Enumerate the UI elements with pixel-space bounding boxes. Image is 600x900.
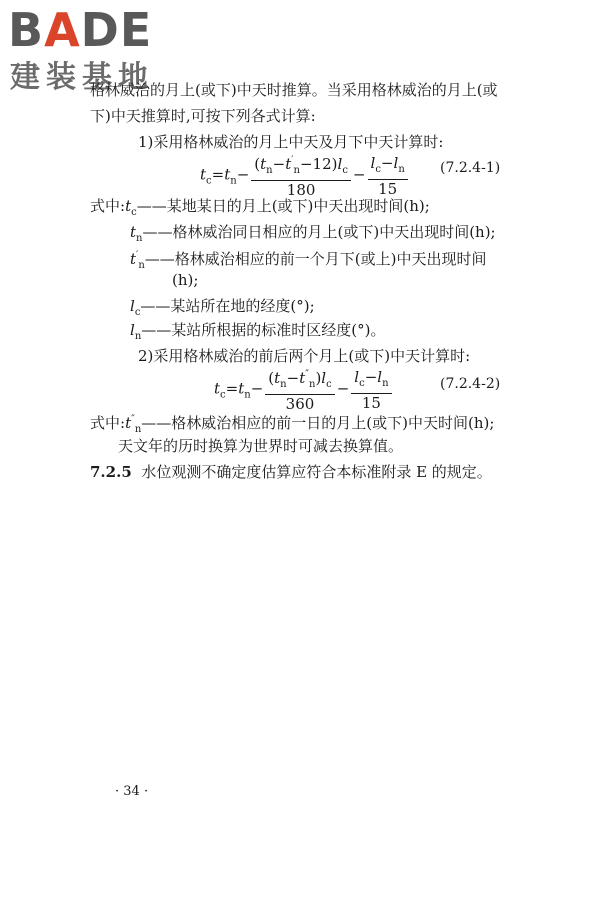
paragraph-line-1: 格林威治的月上(或下)中天时推算。当采用格林威治的月上(或 — [90, 81, 498, 99]
fraction: $\frac{(t_n-t''_n)l_c}{360}$ — [265, 366, 334, 413]
equation-number-2: (7.2.4-2) — [440, 376, 501, 392]
fraction: $\frac{l_c-l_n}{15}$ — [351, 368, 391, 412]
where-tn: $t_n——$格林威治同日相应的月上(或下)中天出现时间(h); — [130, 223, 496, 244]
where-tc: 式中$:t_c——$某地某日的月上(或下)中天出现时间(h); — [90, 197, 430, 218]
watermark-subtitle: 建装基地 — [10, 60, 154, 95]
page-number: · 34 · — [115, 784, 149, 799]
formula-2: $t_c=t_n-$ $\frac{(t_n-t''_n)l_c}{360}$ − $\frac{l_c-l_n}{15}$ — [214, 366, 394, 413]
equation-number-1: (7.2.4-1) — [440, 160, 501, 176]
where-tn-prime-cont: (h); — [172, 271, 199, 289]
paragraph-note: 天文年的历时换算为世界时可减去换算值。 — [118, 437, 404, 455]
where-tn-prime: $t'_n——$格林威治相应的前一个月下(或上)中天出现时间 — [130, 250, 487, 271]
item-1-heading: 1)采用格林威治的月上中天及月下中天计算时: — [138, 133, 444, 151]
where-tn-dprime: 式中$:t''_n——$格林威治相应的前一日的月上(或下)中天时间(h); — [90, 414, 495, 435]
watermark-brand: BADE — [8, 3, 153, 57]
fraction: $\frac{(t_n-t'_n-12)l_c}{180}$ — [251, 152, 351, 199]
fraction: $\frac{l_c-l_n}{15}$ — [368, 154, 408, 198]
clause-7-2-5: 7.2.5 水位观测不确定度估算应符合本标准附录 E 的规定。 — [90, 463, 492, 481]
formula-1: $t_c=t_n-$ $\frac{(t_n-t'_n-12)l_c}{180}$ − $\frac{l_c-l_n}{15}$ — [200, 152, 410, 199]
where-lc: $l_c——$某站所在地的经度(°); — [130, 297, 315, 318]
paragraph-line-2: 下)中天推算时,可按下列各式计算: — [90, 107, 316, 125]
item-2-heading: 2)采用格林威治的前后两个月上(或下)中天计算时: — [138, 347, 471, 365]
where-ln: $l_n——$某站所根据的标准时区经度(°)。 — [130, 321, 386, 342]
